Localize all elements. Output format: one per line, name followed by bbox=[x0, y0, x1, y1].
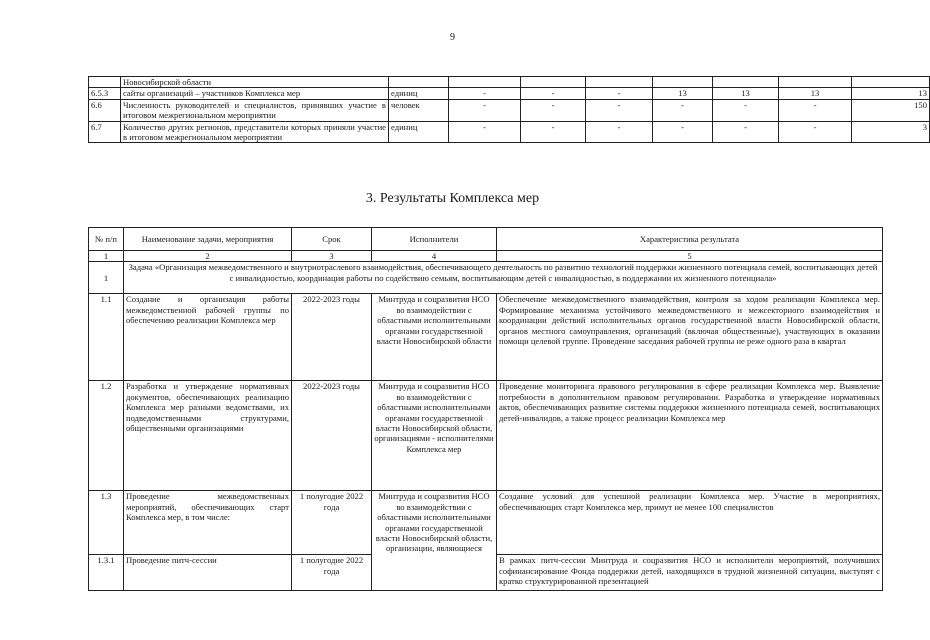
row-num: 1.1 bbox=[89, 294, 124, 381]
indicator-name: Новосибирской области bbox=[121, 77, 389, 88]
header-result: Характеристика результата bbox=[497, 228, 883, 251]
indicator-name: Численность руководителей и специалистов, принявших участие в итоговом межрегиональном мероприятии bbox=[121, 99, 389, 121]
row-num: 1.2 bbox=[89, 381, 124, 491]
indicator-value: - bbox=[586, 99, 653, 121]
row-executors: Минтруда и соцразвития НСО во взаимодействии с областными исполнительными органами государственной власти Новосибирской области, организациями - исполнителями Комплекса мер bbox=[372, 381, 497, 491]
indicator-value: - bbox=[779, 121, 852, 143]
row-result: В рамках питч-сессии Минтруда и соцразвития НСО и исполнители мероприятий, получивших софинансирование Фонда поддержки детей, находящихся в трудной жизненной ситуации, выступят с кратко структурированной презентацией bbox=[497, 555, 883, 591]
indicator-value: - bbox=[449, 121, 521, 143]
header-number-3: 3 bbox=[292, 251, 372, 262]
indicator-value bbox=[779, 77, 852, 88]
indicator-value: - bbox=[713, 99, 779, 121]
header-number-4: 4 bbox=[372, 251, 497, 262]
indicator-value: - bbox=[653, 99, 713, 121]
indicator-value: - bbox=[713, 121, 779, 143]
indicator-value bbox=[521, 77, 586, 88]
indicator-value: - bbox=[521, 99, 586, 121]
row-result: Проведение мониторинга правового регулирования в сфере реализации Комплекса мер. Выявление потребности в дополнительном правовом регулировании. Разработка и утверждение нормативных актов, обеспечивающих развитие системы поддержки жизненного потенциала семей, воспитывающих детей-инвалидов, а также процесс реализации Комплекса мер bbox=[497, 381, 883, 491]
results-table bbox=[88, 227, 883, 591]
row-term: 1 полугодие 2022 года bbox=[292, 491, 372, 555]
task-row bbox=[89, 262, 883, 294]
indicator-value bbox=[586, 77, 653, 88]
indicator-row bbox=[89, 88, 930, 99]
indicator-value: 13 bbox=[779, 88, 852, 99]
indicator-row bbox=[89, 99, 930, 121]
row-executors: Минтруда и соцразвития НСО во взаимодействии с областными исполнительными органами государственной власти Новосибирской области bbox=[372, 294, 497, 381]
indicators-table bbox=[88, 76, 930, 143]
indicator-value: - bbox=[653, 121, 713, 143]
indicator-value bbox=[852, 77, 930, 88]
indicator-value bbox=[653, 77, 713, 88]
header-task-name: Наименование задачи, мероприятия bbox=[124, 228, 292, 251]
row-result: Создание условий для успешной реализации Комплекса мер. Участие в мероприятиях, обеспечивающих старт Комплекса мер, примут не менее 100 специалистов bbox=[497, 491, 883, 555]
indicator-value: 13 bbox=[713, 88, 779, 99]
result-row bbox=[89, 294, 883, 381]
indicator-unit: единиц bbox=[389, 88, 449, 99]
indicator-name: сайты организаций – участников Комплекса мер bbox=[121, 88, 389, 99]
row-task-name: Разработка и утверждение нормативных документов, обеспечивающих реализацию Комплекса мер разными ведомствами, их подведомственными структурами, общественными организациями bbox=[124, 381, 292, 491]
indicator-num bbox=[89, 77, 121, 88]
header-executors: Исполнители bbox=[372, 228, 497, 251]
result-row bbox=[89, 491, 883, 555]
header-number-5: 5 bbox=[497, 251, 883, 262]
header-term: Срок bbox=[292, 228, 372, 251]
row-task-name: Проведение питч-сессии bbox=[124, 555, 292, 591]
results-header-numbers-row bbox=[89, 251, 883, 262]
indicator-value: - bbox=[449, 99, 521, 121]
indicator-num: 6.6 bbox=[89, 99, 121, 121]
header-number-2: 2 bbox=[124, 251, 292, 262]
indicator-value: - bbox=[521, 121, 586, 143]
indicator-value: - bbox=[586, 88, 653, 99]
task-text: Задача «Организация межведомственного и внутриотраслевого взаимодействия, обеспечивающего деятельность по развитию технологий поддержки жизненного потенциала семей, воспитывающих детей с инвалидностью, координация работы по содействию семьям, воспитывающим детей с инвалидностью, в поддержании их жизненного потенциала» bbox=[124, 262, 883, 294]
indicator-value: 13 bbox=[852, 88, 930, 99]
indicator-value: - bbox=[586, 121, 653, 143]
row-task-name: Проведение межведомственных мероприятий, обеспечивающих старт Комплекса мер, в том числе: bbox=[124, 491, 292, 555]
indicator-value: 3 bbox=[852, 121, 930, 143]
indicator-value: - bbox=[521, 88, 586, 99]
row-num: 1.3.1 bbox=[89, 555, 124, 591]
page-number: 9 bbox=[450, 32, 455, 43]
results-header-row bbox=[89, 228, 883, 251]
indicator-num: 6.7 bbox=[89, 121, 121, 143]
indicator-row bbox=[89, 77, 930, 88]
indicator-num: 6.5.3 bbox=[89, 88, 121, 99]
indicator-unit: единиц bbox=[389, 121, 449, 143]
indicator-value bbox=[713, 77, 779, 88]
row-term: 2022-2023 годы bbox=[292, 294, 372, 381]
row-term: 1 полугодие 2022 года bbox=[292, 555, 372, 591]
section-title: 3. Результаты Комплекса мер bbox=[365, 191, 540, 206]
result-row bbox=[89, 381, 883, 491]
row-num: 1.3 bbox=[89, 491, 124, 555]
indicator-name: Количество других регионов, представители которых приняли участие в итоговом межрегиональном мероприятии bbox=[121, 121, 389, 143]
indicator-value: - bbox=[449, 88, 521, 99]
indicator-unit: человек bbox=[389, 99, 449, 121]
row-executors: Минтруда и соцразвития НСО во взаимодействии с областными исполнительными органами государственной власти Новосибирской области, организации, являющиеся bbox=[372, 491, 497, 591]
task-num: 1 bbox=[89, 262, 124, 294]
indicator-value: 150 bbox=[852, 99, 930, 121]
indicator-row bbox=[89, 121, 930, 143]
header-num: № п/п bbox=[89, 228, 124, 251]
indicator-value: - bbox=[779, 99, 852, 121]
row-result: Обеспечение межведомственного взаимодействия, контроля за ходом реализации Комплекса мер. Формирование механизма устойчивого межведомственного и межсекторного взаимодействия и координации действий исполнительных органов государственной власти Новосибирской области, органов местного самоуправления, организаций (включая общественные), участвующих в оказании помощи целевой группе. Проведение заседания рабочей группы не реже одного раза в квартал bbox=[497, 294, 883, 381]
row-term: 2022-2023 годы bbox=[292, 381, 372, 491]
indicator-value: 13 bbox=[653, 88, 713, 99]
indicator-unit bbox=[389, 77, 449, 88]
header-number-1: 1 bbox=[89, 251, 124, 262]
row-task-name: Создание и организация работы межведомственной рабочей группы по обеспечению реализации Комплекса мер bbox=[124, 294, 292, 381]
indicator-value bbox=[449, 77, 521, 88]
